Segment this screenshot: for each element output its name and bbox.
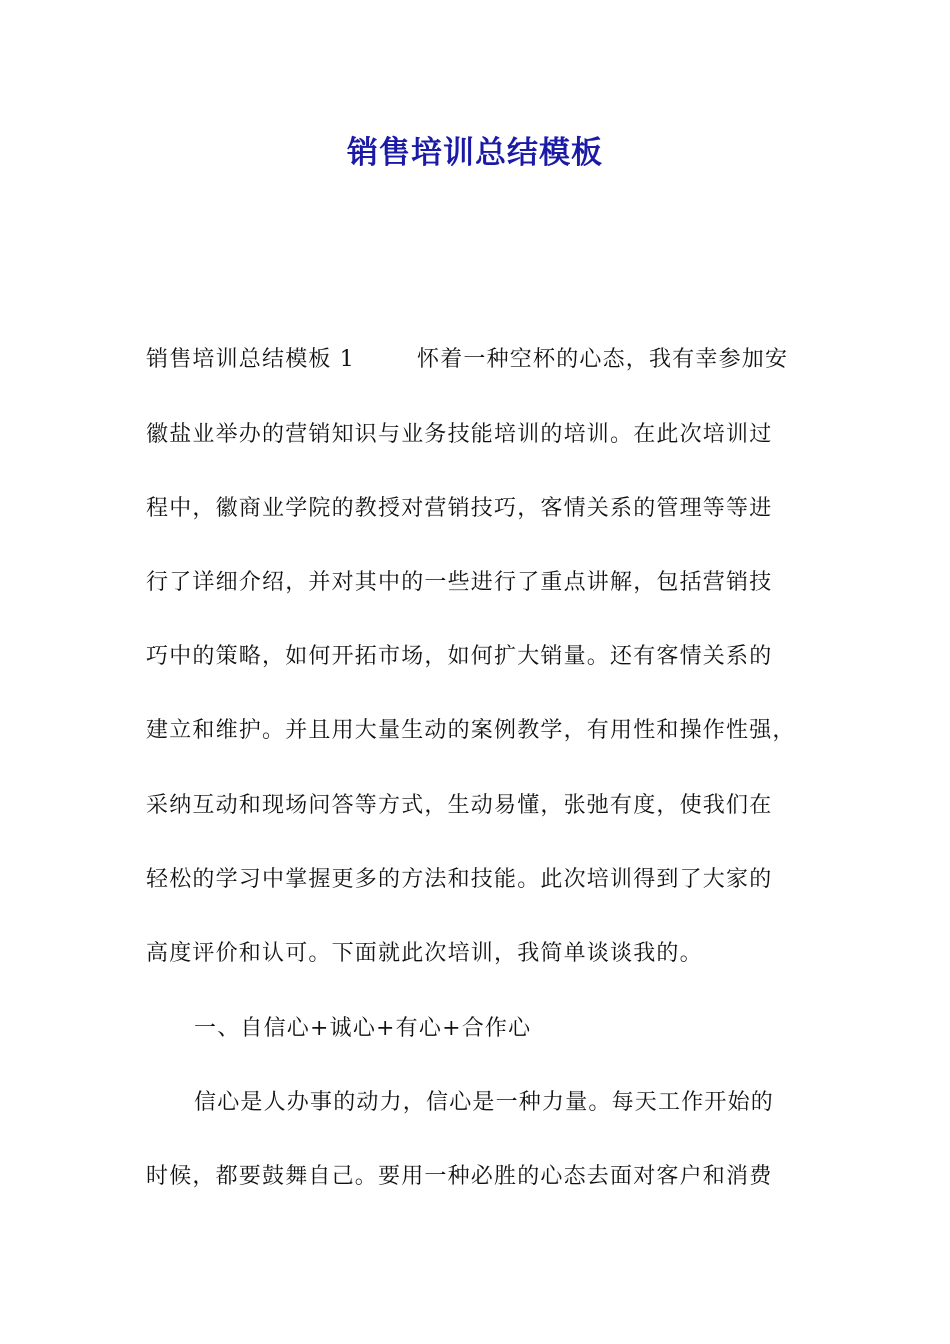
paragraph-line: 信心是人办事的动力，信心是一种力量。每天工作开始的 xyxy=(194,1090,775,1115)
paragraph-line: 高度评价和认可。下面就此次培训，我简单谈谈我的。 xyxy=(146,941,703,966)
paragraph-line: 程中，徽商业学院的教授对营销技巧，客情关系的管理等等进 xyxy=(146,496,773,521)
paragraph-text: 怀着一种空杯的心态，我有幸参加安 xyxy=(417,347,789,372)
paragraph-line: 时候，都要鼓舞自己。要用一种必胜的心态去面对客户和消费 xyxy=(146,1164,773,1189)
section-subheading: 一、自信心+诚心+有心+合作心 xyxy=(194,1016,532,1041)
document-title: 销售培训总结模板 xyxy=(347,135,603,171)
section-heading: 销售培训总结模板 1 xyxy=(146,347,355,372)
paragraph-line: 采纳互动和现场问答等方式，生动易懂，张弛有度，使我们在 xyxy=(146,793,773,818)
paragraph-line xyxy=(146,340,788,380)
paragraph-line: 徽盐业举办的营销知识与业务技能培训的培训。在此次培训过 xyxy=(146,422,773,447)
paragraph-line: 建立和维护。并且用大量生动的案例教学，有用性和操作性强， xyxy=(146,718,796,743)
paragraph-line: 轻松的学习中掌握更多的方法和技能。此次培训得到了大家的 xyxy=(146,867,773,892)
paragraph-line: 行了详细介绍，并对其中的一些进行了重点讲解，包括营销技 xyxy=(146,570,773,595)
paragraph-line: 巧中的策略，如何开拓市场，如何扩大销量。还有客情关系的 xyxy=(146,644,773,669)
